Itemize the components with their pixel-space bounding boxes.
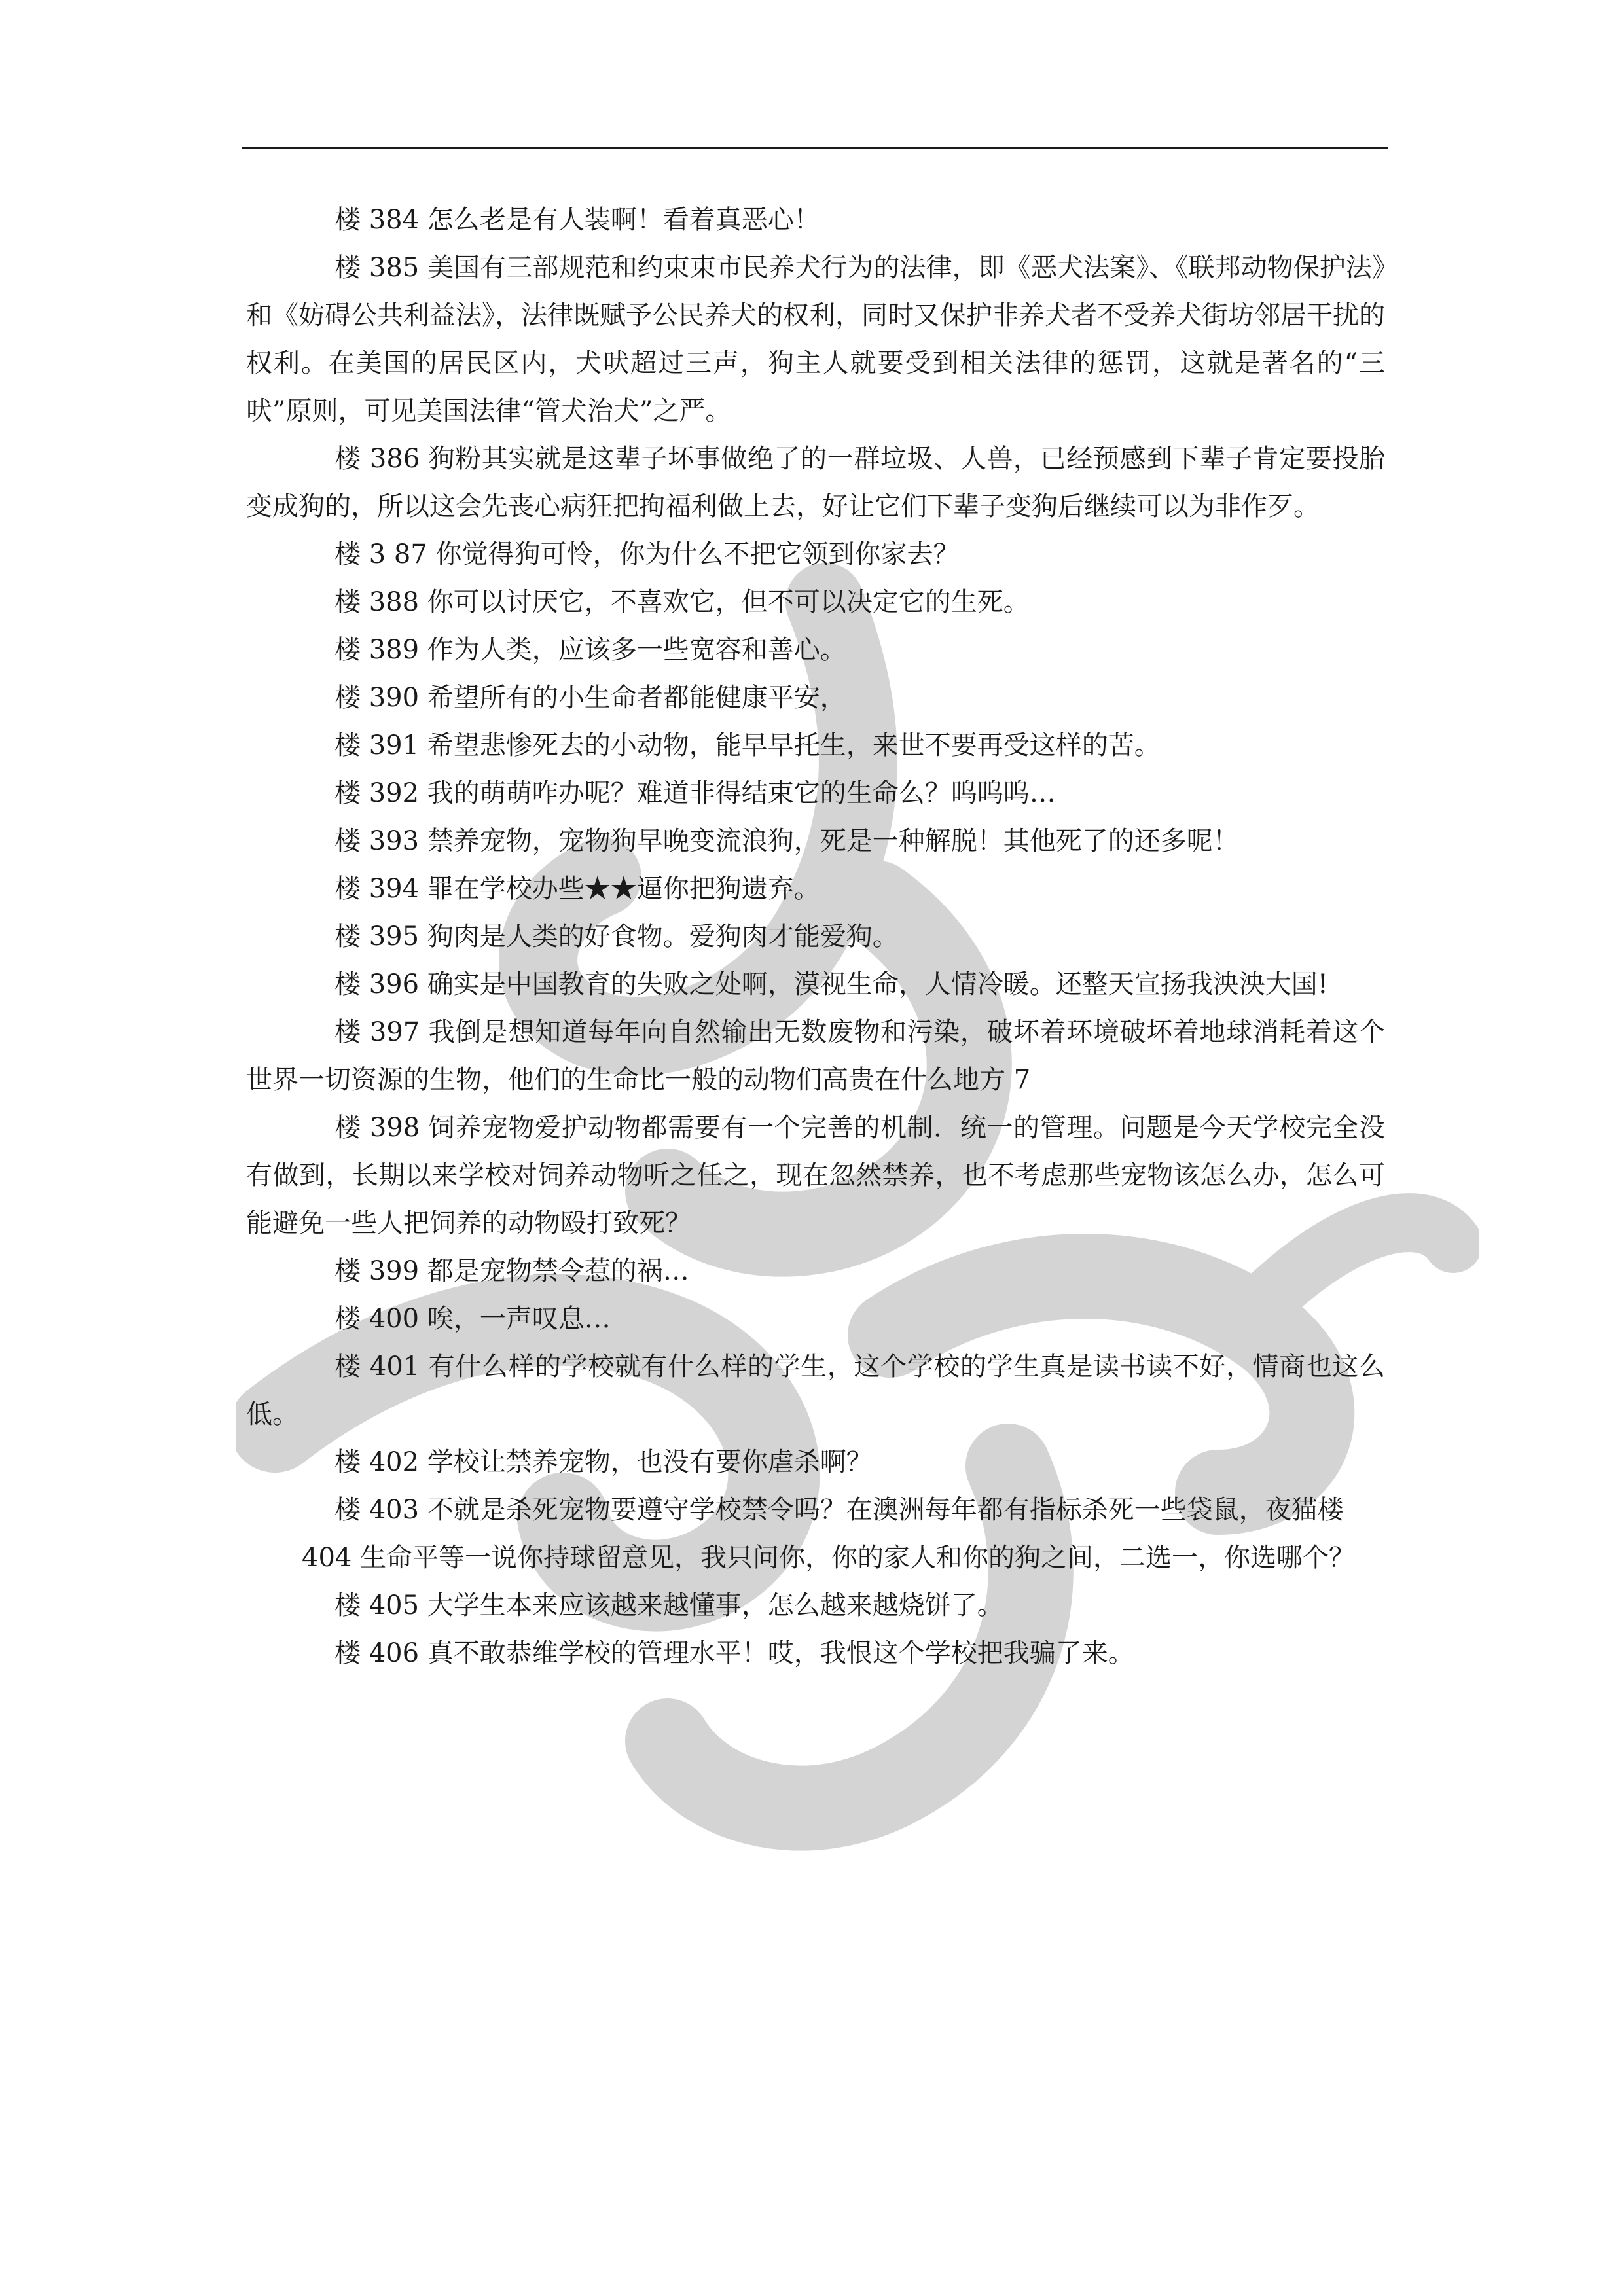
post-401: 楼 401 有什么样的学校就有什么样的学生，这个学校的学生真是读书读不好，情商也这么低。: [246, 1352, 1385, 1429]
post-386: 楼 386 狗粉其实就是这辈子坏事做绝了的一群垃圾、人兽，已经预感到下辈子肯定要投胎变成狗的，所以这会先丧心病狂把拘福利做上去，好让它们下辈子变狗后继续可以为非作歹。: [246, 444, 1385, 522]
post-400: 楼 400 唉，一声叹息…: [334, 1304, 611, 1334]
post-404: 404 生命平等一说你持球留意见，我只问你，你的家人和你的狗之间，二选一，你选哪个？: [302, 1543, 1356, 1573]
post-388: 楼 388 你可以讨厌它，不喜欢它，但不可以决定它的生死。: [334, 587, 1030, 617]
post-397: 楼 397 我倒是想知道每年向自然输出无数废物和污染，破坏着环境破坏着地球消耗着这个世界一切资源的生物，他们的生命比一般的动物们高贵在什么地方 7: [246, 1017, 1385, 1095]
post-402: 楼 402 学校让禁养宠物，也没有要你虐杀啊？: [334, 1447, 873, 1477]
post-392: 楼 392 我的萌萌咋办呢？难道非得结束它的生命么？呜呜呜…: [334, 778, 1056, 808]
post-387: 楼 3 87 你觉得狗可怜，你为什么不把它领到你家去？: [334, 539, 960, 569]
post-384: 楼 384 怎么老是有人装啊！看着真恶心！: [334, 205, 820, 235]
post-403: 楼 403 不就是杀死宠物要遵守学校禁令吗？在澳洲每年都有指标杀死一些袋鼠，夜猫楼: [334, 1495, 1344, 1525]
post-398: 楼 398 饲养宠物爱护动物都需要有一个完善的机制．统一的管理。问题是今天学校完全没有做到，长期以来学校对饲养动物听之任之，现在忽然禁养，也不考虑那些宠物该怎么办，怎么可能避免一些人把饲养的动物殴打致死？: [246, 1113, 1385, 1238]
post-390: 楼 390 希望所有的小生命者都能健康平安，: [334, 683, 846, 713]
header-rule: [242, 147, 1388, 149]
post-385: 楼 385 美国有三部规范和约束束市民养犬行为的法律，即《恶犬法案》、《联邦动物保护法》和《妨碍公共利益法》，法律既赋予公民养犬的权利，同时又保护非养犬者不受养犬街坊邻居干扰的权利。在美国的居民区内，犬吠超过三声，狗主人就要受到相关法律的惩罚，这就是著名的“三吠”原则，可见美国法律“管犬治犬”之严。: [246, 253, 1385, 426]
post-399: 楼 399 都是宠物禁令惹的祸…: [334, 1256, 689, 1286]
post-394: 楼 394 罪在学校办些★★逼你把狗遗弃。: [334, 874, 820, 904]
post-395: 楼 395 狗肉是人类的好食物。爱狗肉才能爱狗。: [334, 922, 899, 952]
post-405: 楼 405 大学生本来应该越来越懂事，怎么越来越烧饼了。: [334, 1590, 1003, 1621]
post-406: 楼 406 真不敢恭维学校的管理水平！哎，我恨这个学校把我骗了来。: [334, 1638, 1134, 1668]
post-389: 楼 389 作为人类，应该多一些宽容和善心。: [334, 635, 846, 665]
post-391: 楼 391 希望悲惨死去的小动物，能早早托生，来世不要再受这样的苦。: [334, 730, 1161, 761]
post-393: 楼 393 禁养宠物，宠物狗早晚变流浪狗，死是一种解脱！其他死了的还多呢！: [334, 826, 1239, 856]
post-396: 楼 396 确实是中国教育的失败之处啊，漠视生命，人情冷暖。还整天宣扬我泱泱大国!: [334, 969, 1328, 999]
page-body: [246, 196, 1385, 1677]
